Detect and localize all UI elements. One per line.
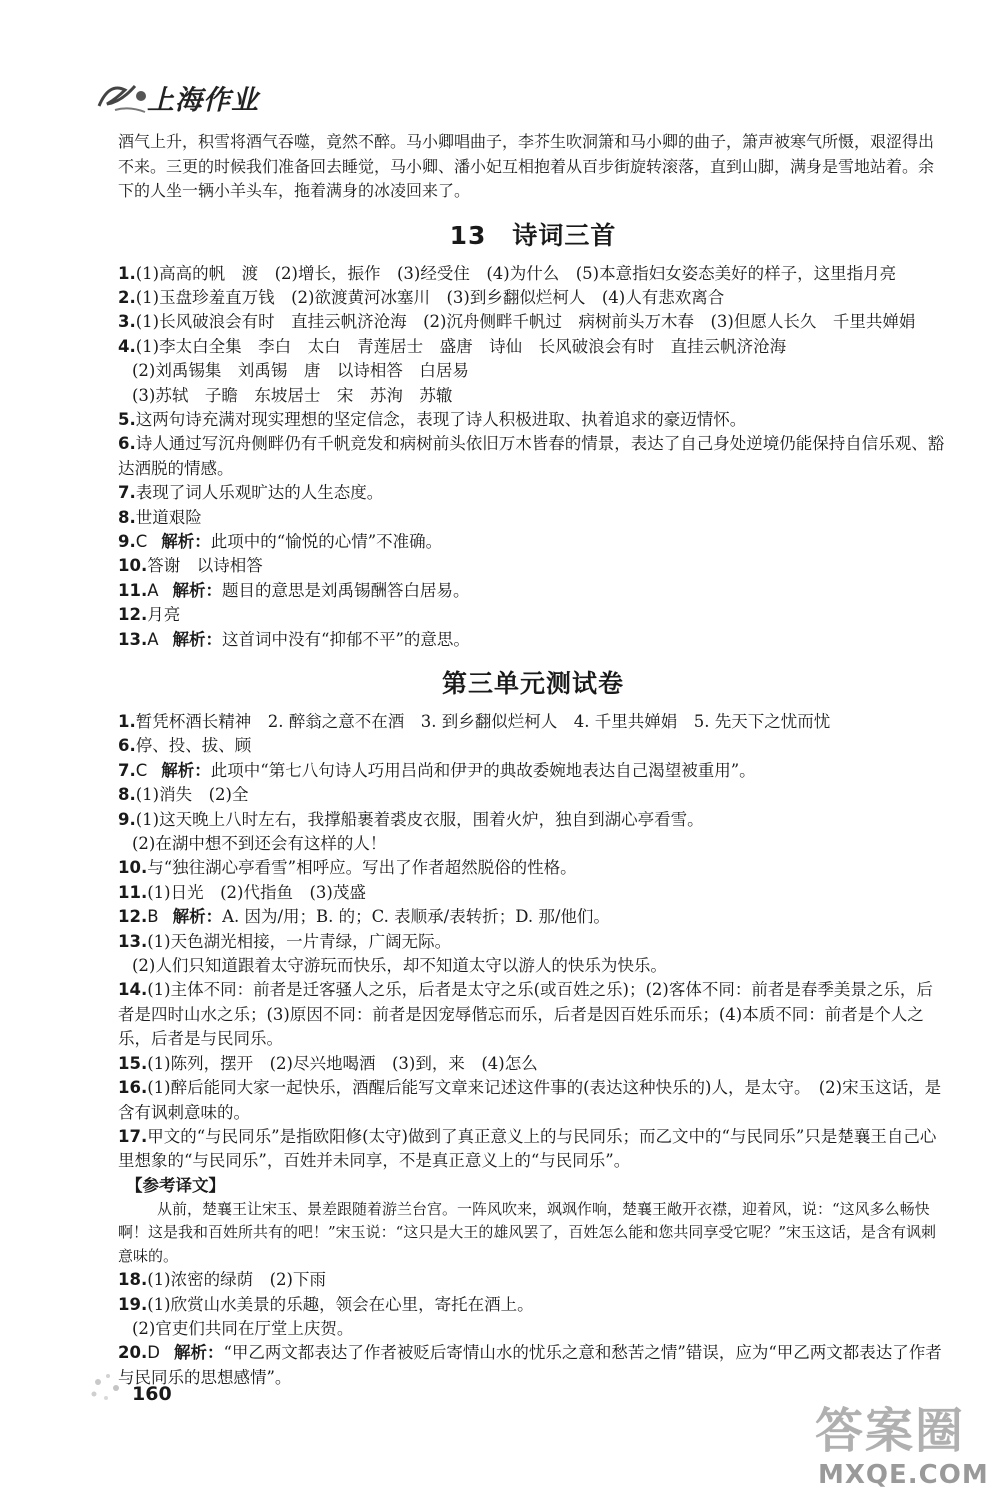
answer-text: 诗人通过写沉舟侧畔仍有千帆竞发和病树前头依旧万木皆春的情景，表达了自己身处逆境仍能保持自信乐观、豁达洒脱的情感。 (118, 434, 945, 478)
answer-text: (2)官吏们共同在厅堂上庆贺。 (132, 1319, 354, 1339)
answer-number: 18. (118, 1270, 148, 1290)
answer-text: 这两句诗充满对现实理想的坚定信念，表现了诗人积极进取、执着追求的豪迈情怀。 (135, 409, 747, 429)
answer-choice: B (147, 907, 159, 927)
answer-item (118, 978, 948, 1051)
answer-number: 16. (118, 1078, 148, 1098)
reference-translation-text: 从前，楚襄王让宋玉、景差跟随着游兰台宫。一阵风吹来，飒飒作响，楚襄王敞开衣襟，迎着风，说：“这风多么畅快啊！这是我和百姓所共有的吧！”宋玉说：“这只是大王的雄风罢了，百姓怎么能和您共同享受它呢？”宋玉这话，是含有讽刺意味的。 (118, 1199, 937, 1265)
answer-number: 4. (118, 336, 136, 356)
answer-item (118, 384, 948, 408)
analysis-label: 解析： (172, 580, 223, 600)
answer-text: (3)苏轼 子瞻 东坡居士 宋 苏洵 苏辙 (132, 385, 453, 405)
page-content (118, 130, 948, 1390)
answer-item (118, 783, 948, 807)
answer-item (118, 710, 948, 734)
answer-number: 8. (118, 785, 136, 805)
answer-item (118, 530, 948, 554)
answer-item (118, 408, 948, 432)
answer-item (118, 905, 948, 929)
answer-text: 答谢 以诗相答 (147, 556, 263, 576)
answer-text: A. 因为/用；B. 的；C. 表顺承/表转折；D. 那/他们。 (222, 907, 610, 927)
answer-number: 11. (118, 882, 148, 902)
answer-item (118, 506, 948, 530)
answer-text: (1)长风破浪会有时 直挂云帆济沧海 (2)沉舟侧畔千帆过 病树前头万木春 (3)但愿人长久 千里共婵娟 (135, 312, 916, 332)
answer-number: 11. (118, 580, 148, 600)
analysis-label: 解析： (172, 629, 223, 649)
answer-text: (1)醉后能同大家一起快乐，酒醒后能写文章来记述这件事的(表达这种快乐的)人，是太守。 (2)宋玉这话，是含有讽刺意味的。 (118, 1078, 942, 1122)
answer-number: 13. (118, 931, 148, 951)
answer-item (118, 1076, 948, 1125)
answer-text: (1)消失 (2)全 (135, 785, 249, 805)
page-flourish-icon (86, 1368, 130, 1408)
answer-number: 6. (118, 434, 136, 454)
reference-translation-title: 【参考译文】 (126, 1175, 225, 1195)
answer-choice: A (147, 629, 159, 649)
answer-item (118, 832, 948, 856)
answer-number: 2. (118, 287, 136, 307)
answer-number: 7. (118, 760, 136, 780)
section-unit-test-items (118, 710, 948, 1174)
answer-text: (1)这天晚上八时左右，我撑船裹着裘皮衣服，围着火炉，独自到湖心亭看雪。 (135, 809, 704, 829)
answer-text: (1)浓密的绿荫 (2)下雨 (147, 1270, 326, 1290)
watermark-url: MXQE.COM (818, 1460, 989, 1490)
answer-text: 世道艰险 (135, 507, 202, 527)
answer-item (118, 930, 948, 954)
answer-number: 1. (118, 263, 136, 283)
answer-text: (1)高高的帆 渡 (2)增长，振作 (3)经受住 (4)为什么 (5)本意指妇女姿态美好的样子，这里指月亮 (135, 263, 897, 283)
analysis-label: 解析： (173, 1343, 224, 1363)
answer-number: 1. (118, 712, 136, 731)
answer-item (118, 1125, 948, 1174)
answer-text: (1)李太白全集 李白 太白 青莲居士 盛唐 诗仙 长风破浪会有时 直挂云帆济沧海 (135, 336, 787, 356)
answer-item (118, 262, 948, 286)
watermark-logo: 答案圈 (815, 1403, 966, 1459)
answer-text: (1)日光 (2)代指鱼 (3)茂盛 (147, 882, 366, 902)
answer-number: 12. (118, 605, 148, 625)
answer-item (118, 310, 948, 334)
answer-item (118, 359, 948, 383)
answer-number: 6. (118, 736, 136, 756)
answer-text: (2)在湖中想不到还会有这样的人！ (132, 834, 387, 854)
analysis-label: 解析： (161, 531, 211, 551)
answer-choice: C (135, 760, 148, 780)
answer-item (118, 335, 948, 359)
answer-text: (1)天色湖光相接，一片青绿，广阔无际。 (147, 931, 452, 951)
answer-item (118, 808, 948, 832)
answer-choice: D (147, 1343, 160, 1363)
answer-item (118, 759, 948, 783)
answer-item (118, 734, 948, 758)
answer-choice: C (135, 531, 148, 551)
answer-item (118, 481, 948, 505)
answer-text: 表现了词人乐观旷达的人生态度。 (135, 483, 384, 503)
answer-number: 20. (118, 1343, 148, 1363)
answer-number: 5. (118, 409, 136, 429)
answer-text: (1)主体不同：前者是迁客骚人之乐，后者是太守之乐(或百姓之乐)；(2)客体不同：前者是春季美景之乐，后者是四时山水之乐；(3)原因不同：前者是因宠辱偕忘而乐，后者是因百姓乐而乐；(4)本质不同：前者是个人之乐，后者是与民同乐。 (118, 980, 933, 1049)
answer-item (118, 856, 948, 880)
answer-item (118, 603, 948, 627)
answer-item (118, 1293, 948, 1317)
section-title-poems: 13 诗词三首 (449, 220, 617, 250)
answer-item (118, 954, 948, 978)
answer-item (118, 628, 948, 652)
book-header (95, 70, 395, 120)
answer-text: (1)陈列，摆开 (2)尽兴地喝酒 (3)到，来 (4)怎么 (147, 1053, 538, 1073)
answer-item (118, 432, 948, 481)
answer-text: (2)刘禹锡集 刘禹锡 唐 以诗相答 白居易 (132, 361, 469, 381)
answer-text: (1)欣赏山水美景的乐趣，领会在心里，寄托在酒上。 (147, 1294, 534, 1314)
answer-item (118, 881, 948, 905)
answer-number: 10. (118, 556, 148, 576)
answer-item (118, 1317, 948, 1341)
answer-text: 甲文的“与民同乐”是指欧阳修(太守)做到了真正意义上的与民同乐；而乙文中的“与民同乐”只是楚襄王自己心里想象的“与民同乐”，百姓并未同享，不是真正意义上的“与民同乐”。 (118, 1126, 937, 1171)
answer-text: 停、投、拔、顾 (135, 736, 252, 756)
answer-item (118, 286, 948, 310)
answer-number: 3. (118, 312, 136, 332)
answer-text: (2)人们只知道跟着太守游玩而快乐，却不知道太守以游人的快乐为快乐。 (132, 956, 667, 976)
answer-number: 17. (118, 1126, 148, 1146)
answer-item (118, 579, 948, 603)
answer-number: 14. (118, 980, 148, 1000)
answer-number: 10. (118, 858, 148, 878)
answer-text: 此项中“第七八句诗人巧用吕尚和伊尹的典故委婉地表达自己渴望被重用”。 (210, 760, 756, 780)
analysis-label: 解析： (172, 907, 223, 927)
answer-number: 8. (118, 507, 136, 527)
answer-number: 7. (118, 483, 136, 503)
answer-item (118, 554, 948, 578)
answer-text: 此项中的“愉悦的心情”不准确。 (210, 531, 443, 551)
answer-number: 13. (118, 629, 148, 649)
page-number: 160 (132, 1383, 172, 1405)
answer-number: 9. (118, 531, 136, 551)
intro-paragraph (118, 130, 948, 204)
answer-text: 这首词中没有“抑郁不平”的意思。 (222, 629, 470, 649)
answer-choice: A (147, 580, 159, 600)
answer-text: 暂凭杯酒长精神 2. 醉翁之意不在酒 3. 到乡翻似烂柯人 4. 千里共婵娟 5. 先天下之忧而忧 (135, 712, 831, 731)
analysis-label: 解析： (161, 760, 211, 780)
section-unit-test-items-cont (118, 1268, 948, 1390)
answer-text: 月亮 (147, 605, 181, 625)
answer-text: (1)玉盘珍羞直万钱 (2)欲渡黄河冰塞川 (3)到乡翻似烂柯人 (4)人有悲欢离合 (135, 287, 725, 307)
answer-item (118, 1052, 948, 1076)
logo-swirl-icon (95, 76, 153, 116)
answer-text: 题目的意思是刘禹锡酬答白居易。 (222, 580, 470, 600)
answer-text: 与“独往湖心亭看雪”相呼应。写出了作者超然脱俗的性格。 (147, 858, 577, 878)
answer-number: 9. (118, 809, 136, 829)
answer-text: “甲乙两文都表达了作者被贬后寄情山水的忧乐之意和愁苦之情”错误，应为“甲乙两文都表达了作者与民同乐的思想感情”。 (118, 1343, 942, 1387)
answer-item (118, 1341, 948, 1390)
answer-number: 15. (118, 1053, 148, 1073)
intro-text: 酒气上升，积雪将酒气吞噬，竟然不醉。马小卿唱曲子，李芥生吹洞箫和马小卿的曲子，箫声被寒气所慑，艰涩得出不来。三更的时候我们准备回去睡觉，马小卿、潘小妃互相抱着从百步街旋转滚落，直到山脚，满身是雪地站着。余下的人坐一辆小羊头车，拖着满身的冰凌回来了。 (118, 132, 935, 200)
answer-item (118, 1268, 948, 1292)
section-title-unit-test: 第三单元测试卷 (441, 669, 624, 698)
answer-number: 19. (118, 1294, 148, 1314)
answer-number: 12. (118, 907, 148, 927)
logo-text: 上海作业 (147, 85, 259, 116)
section-poems-items (118, 262, 948, 653)
